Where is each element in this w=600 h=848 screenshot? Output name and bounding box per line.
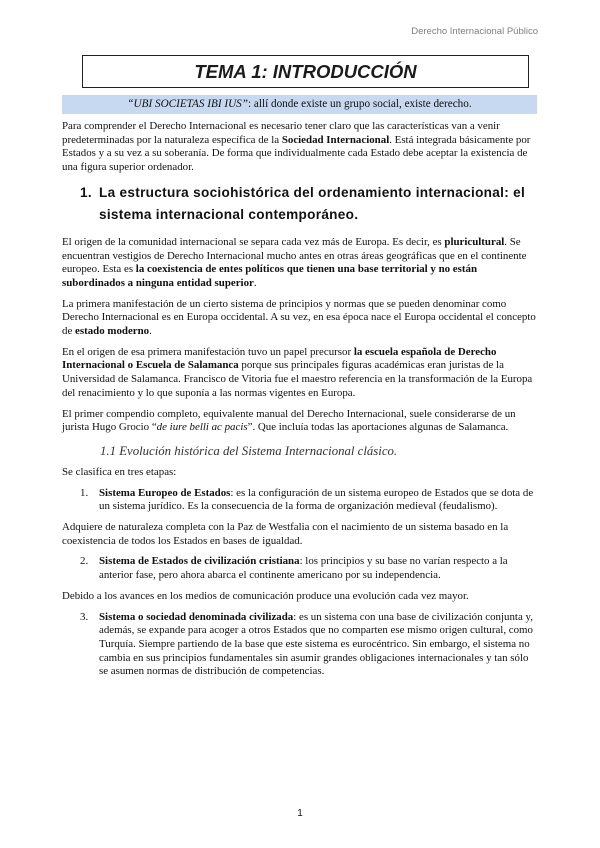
section-1-number: 1. [80,184,92,200]
list-item-text: : es un sistema con una base de civilización conjunta y, además, se expande para acoger a otros Estados que no comparten ese mismo origen cultural, como Turquía. Siempre partiendo de la base que este sistema es eurocéntrico. Sin embargo, el sistema no cambia en sus principios fundamentales sin asumir grandes obligaciones internacionales y tan sólo se asumen normas de distribución de competencias. [99,610,533,678]
section-1-title: La estructura sociohistórica del ordenamiento internacional: el sistema internacional contemporáneo. [99,184,526,222]
section-1-paragraph-1 [62,236,538,291]
motto-rest: : allí donde existe un grupo social, existe derecho. [247,98,472,110]
intro-text-1: Para comprender el Derecho Internacional es necesario tener claro que las características van a venir predeterminadas por la naturaleza específica de la [62,120,500,146]
motto-quote: “UBI SOCIETAS IBI IUS” [127,98,248,110]
paragraph-bold: la escuela española de Derecho Internacional o Escuela de Salamanca [62,345,497,372]
list-item-number: 1. [80,486,89,499]
list-item-number: 3. [80,610,89,623]
section-1-paragraph-3 [62,346,538,401]
paragraph-text: porque sus principales figuras académicas eran juristas de la Universidad de Salamanca. Francisco de Vitoria fue el maestro referencia en la transformación de la Europa del renacimiento y lo que suponía a las normas vigentes en Europa. [62,359,533,399]
list-item-number: 2. [80,555,89,568]
subsection-lead: Se clasifica en tres etapas: [62,465,177,478]
list-interlude-2: Debido a los avances en los medios de comunicación produce una evolución cada vez mayor. [62,589,469,602]
running-header: Derecho Internacional Público [411,26,538,37]
paragraph-text: . [253,276,257,289]
document-body [62,120,538,686]
page-number: 1 [297,808,303,819]
paragraph-text: ”. Que incluía todas las aportaciones algunas de Salamanca. [247,421,509,434]
paragraph-text: . Se encuentran vestigios de Derecho Internacional mucho antes en otras áreas geográficas que en el continente europeo. Esta es [62,235,527,276]
paragraph-text: El primer compendio completo, equivalente manual del Derecho Internacional, suele considerarse de un jurista Hugo Grocio “ [62,407,516,434]
paragraph-text: En el origen de esa primera manifestación tuvo un papel precursor [62,345,354,358]
motto-banner [62,95,537,114]
list-item-text: : es la configuración de un sistema europeo de Estados que se dota de un sistema jurídico. Es la consecuencia de la forma de organización medieval (feudalismo). [99,486,534,513]
subsection-1-1-heading: 1.1 Evolución histórica del Sistema Internacional clásico. [100,443,398,458]
paragraph-text: La primera manifestación de un cierto sistema de principios y normas que se pueden denominar como Derecho Internacional es en Europa occidental. A su vez, en esa época nace el Europa occidental el concepto de [62,297,536,338]
intro-paragraph [62,120,538,175]
section-1-paragraph-4 [62,408,538,435]
section-1-paragraph-2 [62,298,538,339]
list-item [62,611,538,680]
list-item-text: : los principios y su base no varían respecto a la anterior fase, pero ahora abarca el continente americano por su independencia. [99,555,508,582]
list-item-term: Sistema de Estados de civilización cristiana [99,555,300,568]
paragraph-italic: de iure belli ac pacis [156,421,248,434]
intro-bold-1: Sociedad Internacional [281,133,390,146]
section-1-heading [62,182,538,226]
list-interlude-1: Adquiere de naturaleza completa con la Paz de Westfalia con el nacimiento de un sistema basado en la coexistencia de todos los Estados en bases de igualdad. [62,521,509,547]
paragraph-text: El origen de la comunidad internacional se separa cada vez más de Europa. Es decir, es [62,235,445,248]
paragraph-bold: la coexistencia de entes políticos que tienen una base territorial y no están subordinados a ninguna entidad superior [62,263,478,289]
paragraph-text: . [149,325,152,338]
intro-text-2: . Está integrada básicamente por Estados y a su vez a su soberanía. De forma que individualmente cada Estado debe aceptar la existencia de una figura superior ordenador. [62,133,531,174]
list-item [62,487,538,514]
page-title: TEMA 1: INTRODUCCIÓN [82,55,529,88]
list-item [62,555,538,582]
paragraph-bold: pluricultural [444,235,505,248]
list-item-term: Sistema Europeo de Estados [99,486,231,499]
list-item-term: Sistema o sociedad denominada civilizada [99,610,294,623]
paragraph-bold: estado moderno [75,325,150,338]
